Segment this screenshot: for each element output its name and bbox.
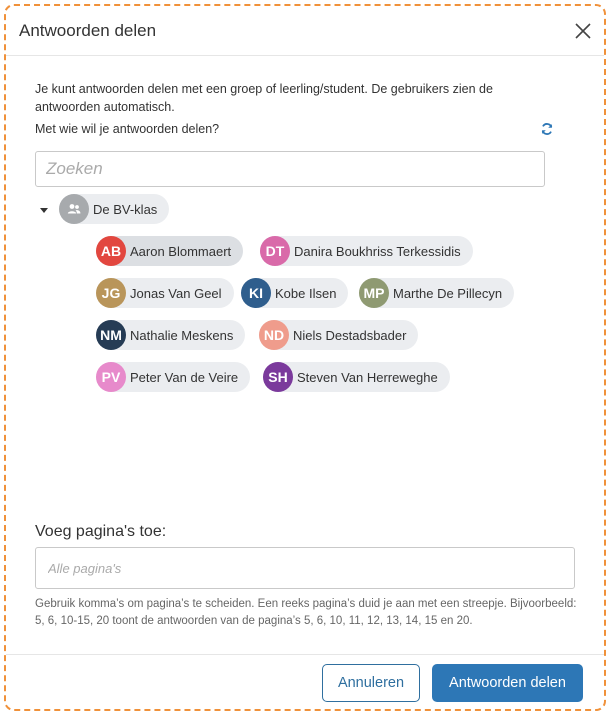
student-name: Peter Van de Veire xyxy=(130,369,239,385)
avatar: NM xyxy=(96,320,126,350)
share-answers-dialog xyxy=(4,4,606,711)
dialog-footer xyxy=(6,654,604,711)
student-chip-marthe-de-pillecyn[interactable] xyxy=(359,278,514,308)
group-chip[interactable] xyxy=(59,194,169,224)
group-icon xyxy=(66,201,82,217)
share-question: Met wie wil je antwoorden delen? xyxy=(35,122,220,136)
student-name: Aaron Blommaert xyxy=(130,243,232,259)
caret-down-icon xyxy=(39,205,49,215)
student-name: Niels Destadsbader xyxy=(293,327,407,343)
group-name: De BV-klas xyxy=(93,201,158,217)
avatar: DT xyxy=(260,236,290,266)
dialog-description: Je kunt antwoorden delen met een groep of leerling/student. De gebruikers zien de antwoorden automatisch. xyxy=(35,82,493,114)
student-name: Nathalie Meskens xyxy=(130,327,234,343)
student-chip-danira-boukhriss-terkessidis[interactable] xyxy=(260,236,473,266)
student-name: Steven Van Herreweghe xyxy=(297,369,438,385)
share-answers-button[interactable]: Antwoorden delen xyxy=(432,664,583,702)
pages-help-text: Gebruik komma’s om pagina’s te scheiden. Een reeks pagina’s duid je aan met een streepje. Bijvoorbeeld: 5, 6, 10-15, 20 toont de antwoorden van de pagina’s 5, 6, 10, 11, 12, 13, 14, 15 en 20. xyxy=(35,598,577,627)
pages-label: Voeg pagina's toe: xyxy=(35,523,167,540)
dialog-header xyxy=(6,6,604,56)
student-chip-kobe-ilsen[interactable] xyxy=(241,278,348,308)
student-chip-steven-van-herreweghe[interactable] xyxy=(263,362,450,392)
close-icon[interactable] xyxy=(572,20,594,42)
group-avatar xyxy=(59,194,89,224)
student-chip-peter-van-de-veire[interactable] xyxy=(96,362,250,392)
avatar: JG xyxy=(96,278,126,308)
student-chip-niels-destadsbader[interactable] xyxy=(259,320,418,350)
avatar: MP xyxy=(359,278,389,308)
student-name: Marthe De Pillecyn xyxy=(393,285,503,301)
student-name: Danira Boukhriss Terkessidis xyxy=(294,243,461,259)
avatar: SH xyxy=(263,362,293,392)
search-input[interactable] xyxy=(35,151,545,187)
refresh-icon[interactable] xyxy=(540,122,556,138)
student-name: Jonas Van Geel xyxy=(130,285,222,301)
student-name: Kobe Ilsen xyxy=(275,285,337,301)
avatar: KI xyxy=(241,278,271,308)
avatar: ND xyxy=(259,320,289,350)
student-chip-aaron-blommaert[interactable] xyxy=(96,236,243,266)
group-expand-toggle[interactable] xyxy=(39,202,51,216)
dialog-title: Antwoorden delen xyxy=(19,21,157,40)
student-chip-nathalie-meskens[interactable] xyxy=(96,320,245,350)
avatar: AB xyxy=(96,236,126,266)
student-chip-jonas-van-geel[interactable] xyxy=(96,278,234,308)
cancel-button[interactable]: Annuleren xyxy=(322,664,420,702)
avatar: PV xyxy=(96,362,126,392)
pages-input[interactable] xyxy=(35,547,575,589)
